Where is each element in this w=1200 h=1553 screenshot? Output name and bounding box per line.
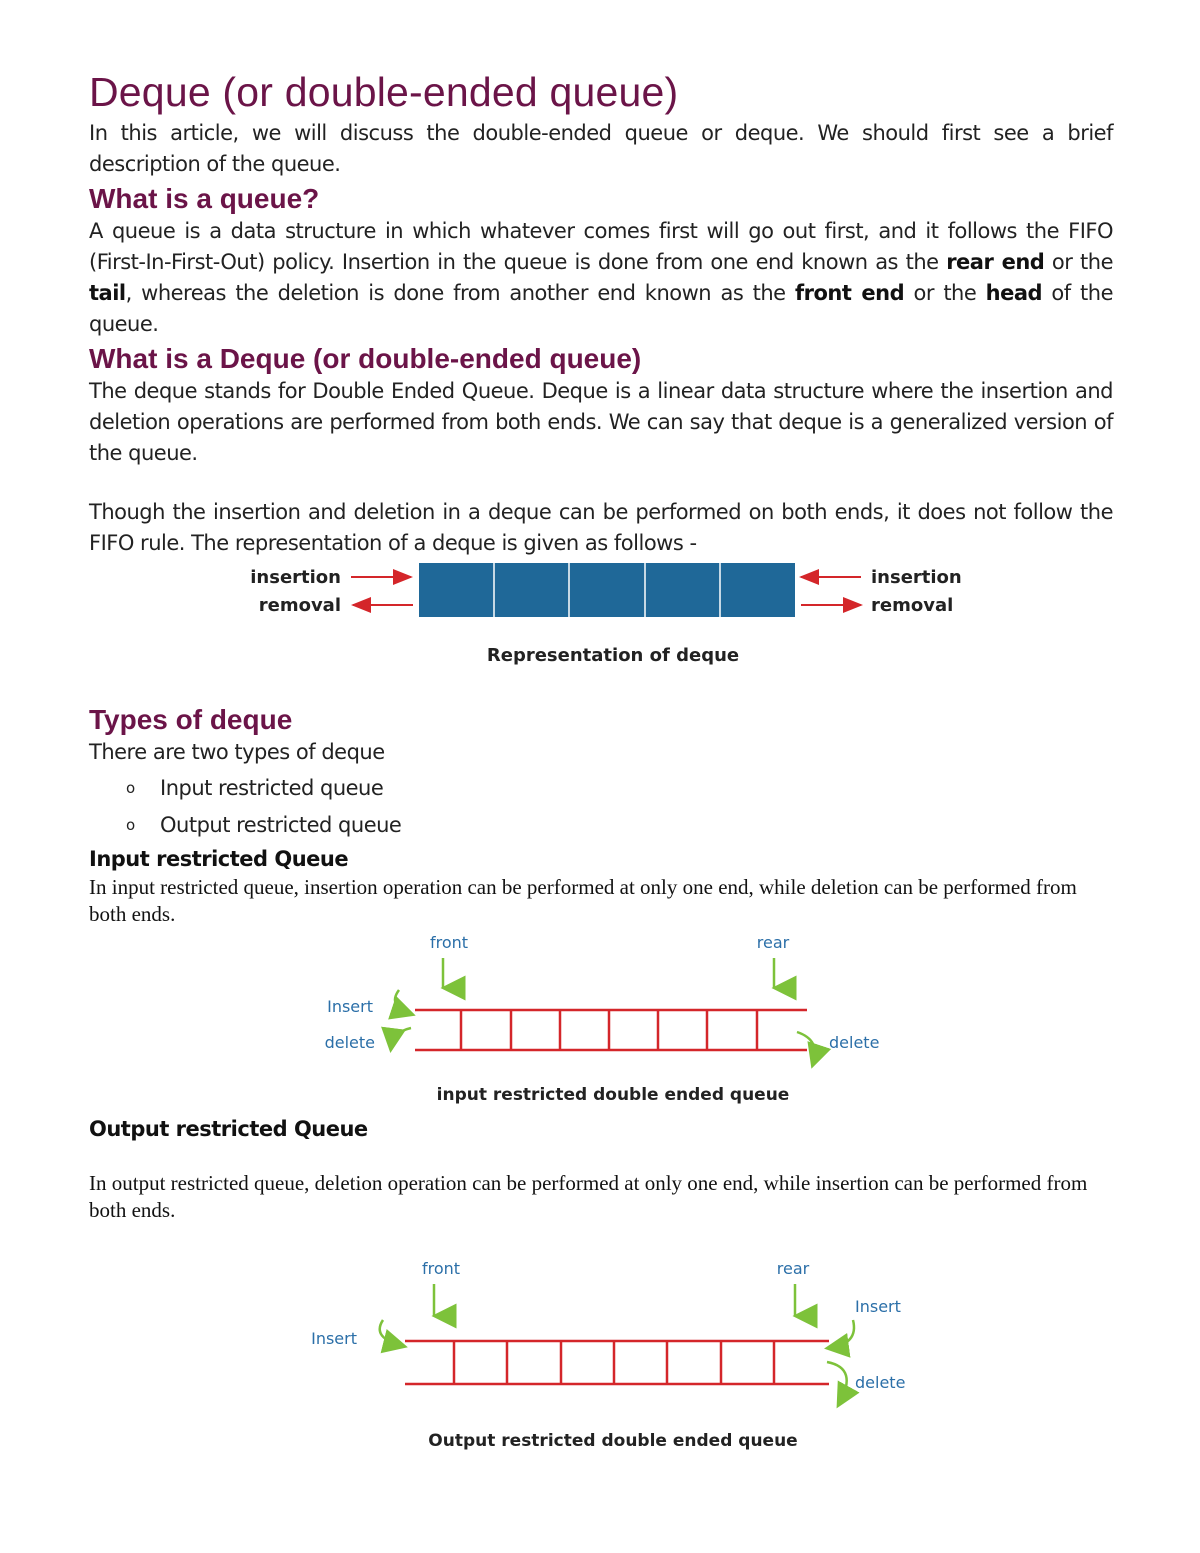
or-insert-left-label: Insert [311, 1329, 357, 1348]
or-delete-arrow [827, 1362, 847, 1404]
output-restricted-diagram [89, 1234, 1113, 1464]
ir-delete-left-arrow [391, 1028, 411, 1048]
ir-delete-left-label: delete [324, 1033, 375, 1052]
queue-text-1: A queue is a data structure in which whatever comes first will go out first, and it follows the FIFO (First-In-First-Out) policy. Insertion in the queue is done from one end known as the [89, 219, 1113, 274]
output-restricted-heading: Output restricted Queue [89, 1117, 368, 1141]
deque-caption: Representation of deque [486, 645, 740, 666]
deque-left-removal-label: removal [258, 595, 341, 616]
deque-paragraph-1: The deque stands for Double Ended Queue. Deque is a linear data structure where the insertion and deletion operations are performed from both ends. We can say that deque is a generalized version of the queue. [89, 379, 1113, 465]
ir-caption: input restricted double ended queue [436, 1085, 790, 1105]
or-queue [405, 1341, 829, 1384]
deque-paragraph-2: Though the insertion and deletion in a deque can be performed on both ends, it does not follow the FIFO rule. The representation of a deque is given as follows - [89, 500, 1113, 555]
list-item [89, 807, 1113, 844]
list-item-label: Input restricted queue [160, 776, 384, 800]
ir-front-label: front [429, 933, 469, 952]
queue-paragraph [89, 216, 1113, 340]
or-insert-right-label: Insert [855, 1297, 901, 1316]
input-restricted-diagram [89, 928, 1113, 1118]
queue-text-5: of the queue. [89, 281, 1113, 336]
output-restricted-text: In output restricted queue, deletion operation can be performed at only one end, while insertion can be performed from both ends. [89, 1171, 1088, 1222]
deque-left-insertion-label: insertion [250, 567, 341, 588]
types-heading: Types of deque [89, 704, 293, 735]
or-front-label: front [421, 1259, 461, 1278]
list-item-label: Output restricted queue [160, 813, 402, 837]
page-title: Deque (or double-ended queue) [89, 69, 679, 115]
types-list [89, 770, 1113, 844]
input-restricted-text: In input restricted queue, insertion operation can be performed at only one end, while deletion can be performed from both ends. [89, 875, 1077, 926]
or-insert-left-arrow [380, 1320, 403, 1346]
ir-delete-right-arrow [797, 1032, 815, 1064]
or-insert-right-arrow [829, 1320, 854, 1348]
deque-figure [89, 563, 1113, 725]
deque-cells [419, 563, 795, 617]
deque-right-removal-label: removal [871, 595, 954, 616]
queue-bold-tail: tail [89, 281, 126, 305]
ir-insert-label: Insert [327, 997, 373, 1016]
ir-delete-right-label: delete [829, 1033, 880, 1052]
deque-diagram [89, 563, 1113, 725]
bullet-icon: o [126, 816, 135, 834]
or-caption: Output restricted double ended queue [428, 1431, 798, 1451]
bullet-icon: o [126, 779, 135, 797]
intro-paragraph: In this article, we will discuss the double-ended queue or deque. We should first see a brief description of the queue. [89, 121, 1113, 176]
queue-text-4: or the [904, 281, 986, 305]
output-restricted-figure [89, 1234, 1113, 1464]
deque-right-insertion-label: insertion [871, 567, 962, 588]
queue-bold-front-end: front end [794, 281, 905, 305]
or-delete-label: delete [855, 1373, 906, 1392]
deque-body [419, 563, 795, 617]
types-intro: There are two types of deque [89, 740, 385, 764]
or-rear-label: rear [776, 1259, 810, 1278]
list-item [89, 770, 1113, 807]
ir-queue [415, 1010, 807, 1050]
queue-text-2: or the [1044, 250, 1113, 274]
deque-heading: What is a Deque (or double-ended queue) [89, 343, 642, 374]
ir-rear-label: rear [756, 933, 790, 952]
input-restricted-figure [89, 928, 1113, 1118]
ir-insert-arrow [395, 990, 411, 1014]
input-restricted-heading: Input restricted Queue [89, 847, 349, 871]
queue-bold-rear-end: rear end [946, 250, 1045, 274]
queue-bold-head: head [985, 281, 1043, 305]
queue-text-3: , whereas the deletion is done from another end known as the [125, 281, 795, 305]
queue-heading: What is a queue? [89, 183, 320, 214]
document-page [89, 58, 1113, 1464]
